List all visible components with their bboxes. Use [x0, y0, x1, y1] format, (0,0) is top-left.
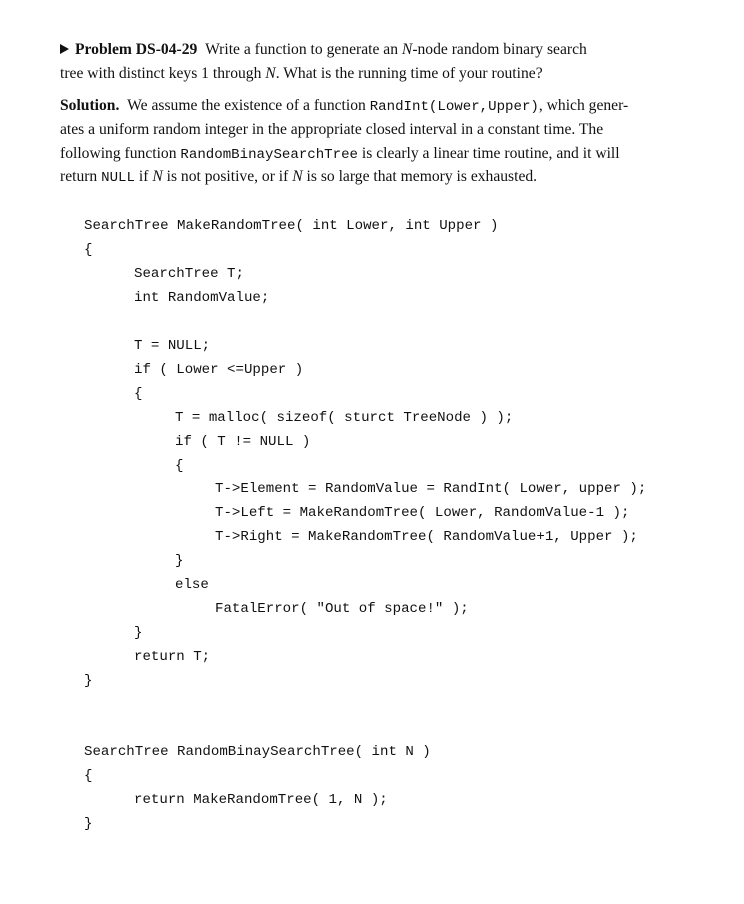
math-var: N	[152, 168, 163, 185]
code-line: SearchTree RandomBinaySearchTree( int N )	[84, 744, 431, 760]
inline-code: NULL	[101, 170, 135, 186]
solution-line-4	[60, 167, 537, 188]
code-line: }	[175, 553, 184, 569]
solution-line-2	[60, 120, 603, 140]
solution-line-3	[60, 144, 620, 165]
solution-text: if	[134, 168, 153, 185]
solution-text: ates a uniform random integer in the appropriate closed interval in a constant time. The	[60, 121, 604, 138]
code-line: {	[134, 386, 143, 402]
problem-line-2	[60, 64, 543, 84]
code-line: if ( T != NULL )	[175, 434, 311, 450]
solution-text: is not positive, or if	[162, 168, 293, 185]
code-line: else	[175, 577, 209, 593]
math-var: N	[401, 41, 413, 58]
code-line: SearchTree MakeRandomTree( int Lower, int Upper )	[84, 218, 499, 234]
code-line: T = NULL;	[134, 338, 211, 354]
code-line: {	[84, 242, 93, 258]
problem-text: -node random binary search	[412, 41, 587, 58]
solution-text: is clearly a linear time routine, and it will	[358, 145, 620, 162]
solution-line-1	[60, 96, 628, 117]
problem-text: . What is the running time of your routine?	[275, 65, 543, 82]
code-line: }	[84, 816, 93, 832]
code-line: return MakeRandomTree( 1, N );	[134, 792, 388, 808]
solution-text: We assume the existence of a function	[127, 97, 370, 114]
triangle-bullet-icon	[60, 44, 69, 54]
problem-text: Write a function to generate an	[205, 41, 402, 58]
solution-text: following function	[60, 145, 181, 162]
code-line: if ( Lower <=Upper )	[134, 362, 304, 378]
problem-text: tree with distinct keys 1 through	[60, 65, 266, 82]
math-var: N	[292, 168, 303, 185]
code-line: }	[84, 673, 93, 689]
code-line: T->Element = RandomValue = RandInt( Lower, upper );	[215, 481, 647, 497]
code-line: {	[84, 768, 93, 784]
code-line: FatalError( "Out of space!" );	[215, 601, 469, 617]
inline-code: RandomBinaySearchTree	[180, 147, 359, 163]
problem-line-1	[60, 40, 587, 60]
math-var: N	[265, 65, 276, 82]
solution-text: is so large that memory is exhausted.	[302, 168, 538, 185]
code-line: }	[134, 625, 143, 641]
solution-label: Solution.	[60, 97, 120, 114]
code-line: T = malloc( sizeof( sturct TreeNode ) );	[175, 410, 514, 426]
code-line: T->Left = MakeRandomTree( Lower, RandomValue-1 );	[215, 505, 630, 521]
problem-label: Problem DS-04-29	[75, 41, 198, 58]
solution-text: return	[60, 168, 102, 185]
code-line: return T;	[134, 649, 211, 665]
solution-text: , which gener-	[538, 97, 629, 114]
code-line: SearchTree T;	[134, 266, 244, 282]
code-line: T->Right = MakeRandomTree( RandomValue+1, Upper );	[215, 529, 638, 545]
code-line: {	[175, 458, 184, 474]
code-line: int RandomValue;	[134, 290, 270, 306]
inline-code: RandInt(Lower,Upper)	[369, 99, 539, 115]
